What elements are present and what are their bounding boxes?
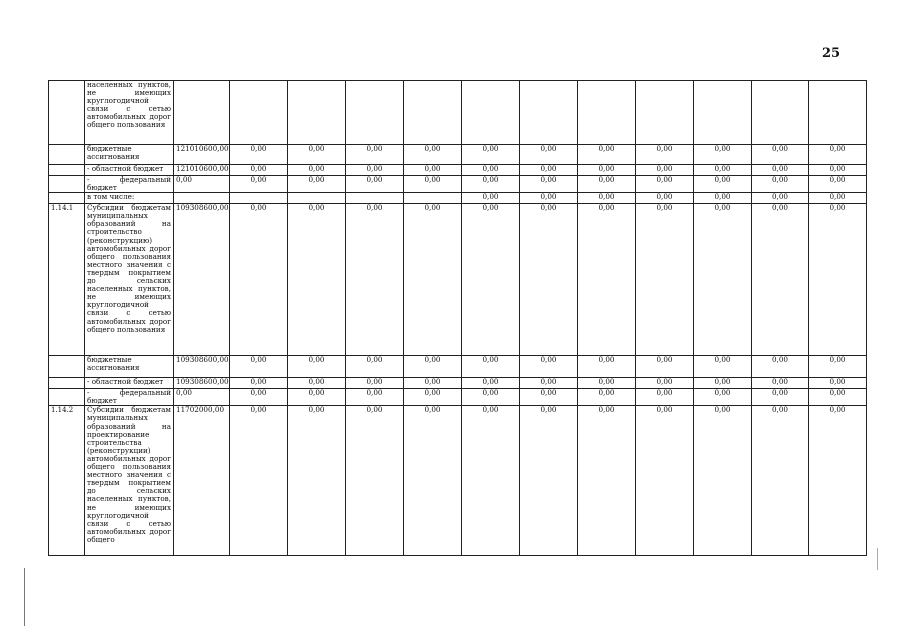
row-year-value: 0,00 [462,378,520,389]
scan-edge-mark [877,548,878,570]
row-year-value: 0,00 [462,204,520,356]
row-year-value: 0,00 [752,176,809,193]
table-row [49,81,867,145]
row-year-value: 0,00 [578,356,636,378]
table-row [49,356,867,378]
row-year-value: 0,00 [578,165,636,176]
table-row [49,145,867,165]
row-year-value: 0,00 [404,165,462,176]
row-year-value: 0,00 [462,176,520,193]
row-year-value: 0,00 [230,204,288,356]
row-description: населенных пунктов, не имеющих круглогодичной связи с сетью автомобильных дорог общего пользования [85,81,174,145]
row-year-value: 0,00 [520,378,578,389]
row-year-value: 0,00 [694,378,752,389]
row-year-value: 0,00 [346,356,404,378]
row-year-value: 0,00 [520,389,578,406]
row-year-value: 0,00 [288,204,346,356]
row-year-value: 0,00 [520,145,578,165]
table-row [49,204,867,356]
row-year-value: 0,00 [809,406,867,556]
row-year-value [346,193,404,204]
row-year-value: 0,00 [404,406,462,556]
row-year-value: 0,00 [809,193,867,204]
row-year-value [520,81,578,145]
row-year-value: 0,00 [636,193,694,204]
row-code [49,176,85,193]
row-year-value [809,81,867,145]
row-year-value [636,81,694,145]
row-year-value: 0,00 [694,356,752,378]
table-row [49,389,867,406]
row-year-value: 0,00 [694,176,752,193]
row-description: - федеральный бюджет [85,176,174,193]
row-year-value: 0,00 [462,356,520,378]
row-description: в том числе: [85,193,174,204]
row-year-value: 0,00 [578,193,636,204]
row-year-value: 0,00 [404,378,462,389]
row-year-value: 0,00 [694,389,752,406]
row-year-value: 0,00 [809,356,867,378]
row-year-value: 0,00 [230,356,288,378]
row-year-value: 0,00 [694,406,752,556]
row-year-value: 0,00 [404,389,462,406]
row-year-value: 0,00 [520,193,578,204]
row-total-amount [174,193,230,204]
row-year-value: 0,00 [288,389,346,406]
row-year-value: 0,00 [809,176,867,193]
row-code [49,193,85,204]
row-year-value: 0,00 [404,356,462,378]
row-total-amount: 109308600,00 [174,378,230,389]
row-year-value: 0,00 [346,378,404,389]
row-total-amount: 0,00 [174,176,230,193]
row-year-value: 0,00 [520,176,578,193]
row-year-value [404,193,462,204]
scan-margin-line [24,568,25,626]
row-year-value [404,81,462,145]
row-year-value: 0,00 [636,204,694,356]
row-year-value: 0,00 [752,165,809,176]
row-description: - областной бюджет [85,378,174,389]
row-year-value: 0,00 [752,406,809,556]
row-year-value: 0,00 [288,165,346,176]
row-year-value: 0,00 [578,389,636,406]
row-year-value: 0,00 [346,145,404,165]
row-year-value: 0,00 [230,176,288,193]
row-year-value: 0,00 [752,378,809,389]
row-code [49,145,85,165]
row-year-value: 0,00 [346,389,404,406]
row-total-amount: 109308600,00 [174,204,230,356]
row-year-value: 0,00 [230,145,288,165]
row-year-value: 0,00 [462,389,520,406]
row-year-value: 0,00 [288,406,346,556]
row-year-value: 0,00 [809,204,867,356]
row-year-value: 0,00 [809,378,867,389]
row-year-value: 0,00 [288,378,346,389]
row-code [49,81,85,145]
row-year-value: 0,00 [578,145,636,165]
row-description: бюджетные ассигнования [85,145,174,165]
row-year-value: 0,00 [404,204,462,356]
row-code: 1.14.2 [49,406,85,556]
row-year-value: 0,00 [636,389,694,406]
row-code [49,165,85,176]
row-total-amount: 121010600,00 [174,165,230,176]
row-year-value [230,193,288,204]
row-code [49,378,85,389]
row-year-value: 0,00 [346,165,404,176]
row-year-value: 0,00 [578,378,636,389]
row-year-value [346,81,404,145]
row-description: бюджетные ассигнования [85,356,174,378]
row-year-value: 0,00 [694,204,752,356]
row-description: - федеральный бюджет [85,389,174,406]
row-year-value: 0,00 [809,145,867,165]
row-total-amount: 11702000,00 [174,406,230,556]
row-year-value: 0,00 [346,204,404,356]
row-year-value: 0,00 [694,145,752,165]
row-year-value: 0,00 [230,406,288,556]
row-year-value: 0,00 [752,389,809,406]
row-code [49,389,85,406]
row-year-value: 0,00 [462,193,520,204]
row-year-value [578,81,636,145]
row-year-value: 0,00 [636,356,694,378]
row-year-value: 0,00 [636,165,694,176]
row-year-value: 0,00 [520,165,578,176]
row-year-value: 0,00 [288,176,346,193]
row-year-value [752,81,809,145]
row-year-value: 0,00 [230,378,288,389]
row-year-value: 0,00 [809,389,867,406]
table-row [49,378,867,389]
row-year-value: 0,00 [809,165,867,176]
row-total-amount [174,81,230,145]
row-year-value: 0,00 [636,176,694,193]
row-year-value: 0,00 [462,165,520,176]
page-number: 25 [822,46,841,61]
table-row [49,165,867,176]
table-row [49,193,867,204]
row-total-amount: 0,00 [174,389,230,406]
row-year-value: 0,00 [346,176,404,193]
row-year-value: 0,00 [752,204,809,356]
row-total-amount: 121010600,00 [174,145,230,165]
row-year-value: 0,00 [404,145,462,165]
row-year-value [288,81,346,145]
row-year-value: 0,00 [288,145,346,165]
row-year-value [288,193,346,204]
row-year-value: 0,00 [462,145,520,165]
row-year-value [694,81,752,145]
row-year-value: 0,00 [462,406,520,556]
row-description: Субсидии бюджетам муниципальных образований на строительство (реконструкцию) автомобильных дорог общего пользования местного значения с твердым покрытием до сельских населенных пунктов, не имеющих круглогодичной связи с сетью автомобильных дорог общего пользования [85,204,174,356]
row-year-value: 0,00 [520,204,578,356]
row-year-value: 0,00 [636,406,694,556]
row-description: - областной бюджет [85,165,174,176]
row-year-value: 0,00 [288,356,346,378]
row-year-value: 0,00 [694,193,752,204]
row-year-value: 0,00 [578,406,636,556]
row-total-amount: 109308600,00 [174,356,230,378]
row-year-value: 0,00 [578,176,636,193]
row-year-value [230,81,288,145]
row-year-value: 0,00 [520,356,578,378]
table-row [49,406,867,556]
table-row [49,176,867,193]
row-description: Субсидии бюджетам муниципальных образований на проектирование строительства (реконструкции) автомобильных дорог общего пользования местного значения с твердым покрытием до сельских населенных пунктов, не имеющих круглогодичной связи с сетью автомобильных дорог общего [85,406,174,556]
row-code: 1.14.1 [49,204,85,356]
row-year-value: 0,00 [346,406,404,556]
row-year-value: 0,00 [520,406,578,556]
row-year-value: 0,00 [636,145,694,165]
row-year-value: 0,00 [230,389,288,406]
budget-table [48,80,867,556]
row-year-value: 0,00 [752,193,809,204]
row-year-value: 0,00 [404,176,462,193]
row-year-value: 0,00 [752,356,809,378]
row-year-value [462,81,520,145]
row-code [49,356,85,378]
row-year-value: 0,00 [578,204,636,356]
row-year-value: 0,00 [752,145,809,165]
row-year-value: 0,00 [636,378,694,389]
row-year-value: 0,00 [694,165,752,176]
row-year-value: 0,00 [230,165,288,176]
